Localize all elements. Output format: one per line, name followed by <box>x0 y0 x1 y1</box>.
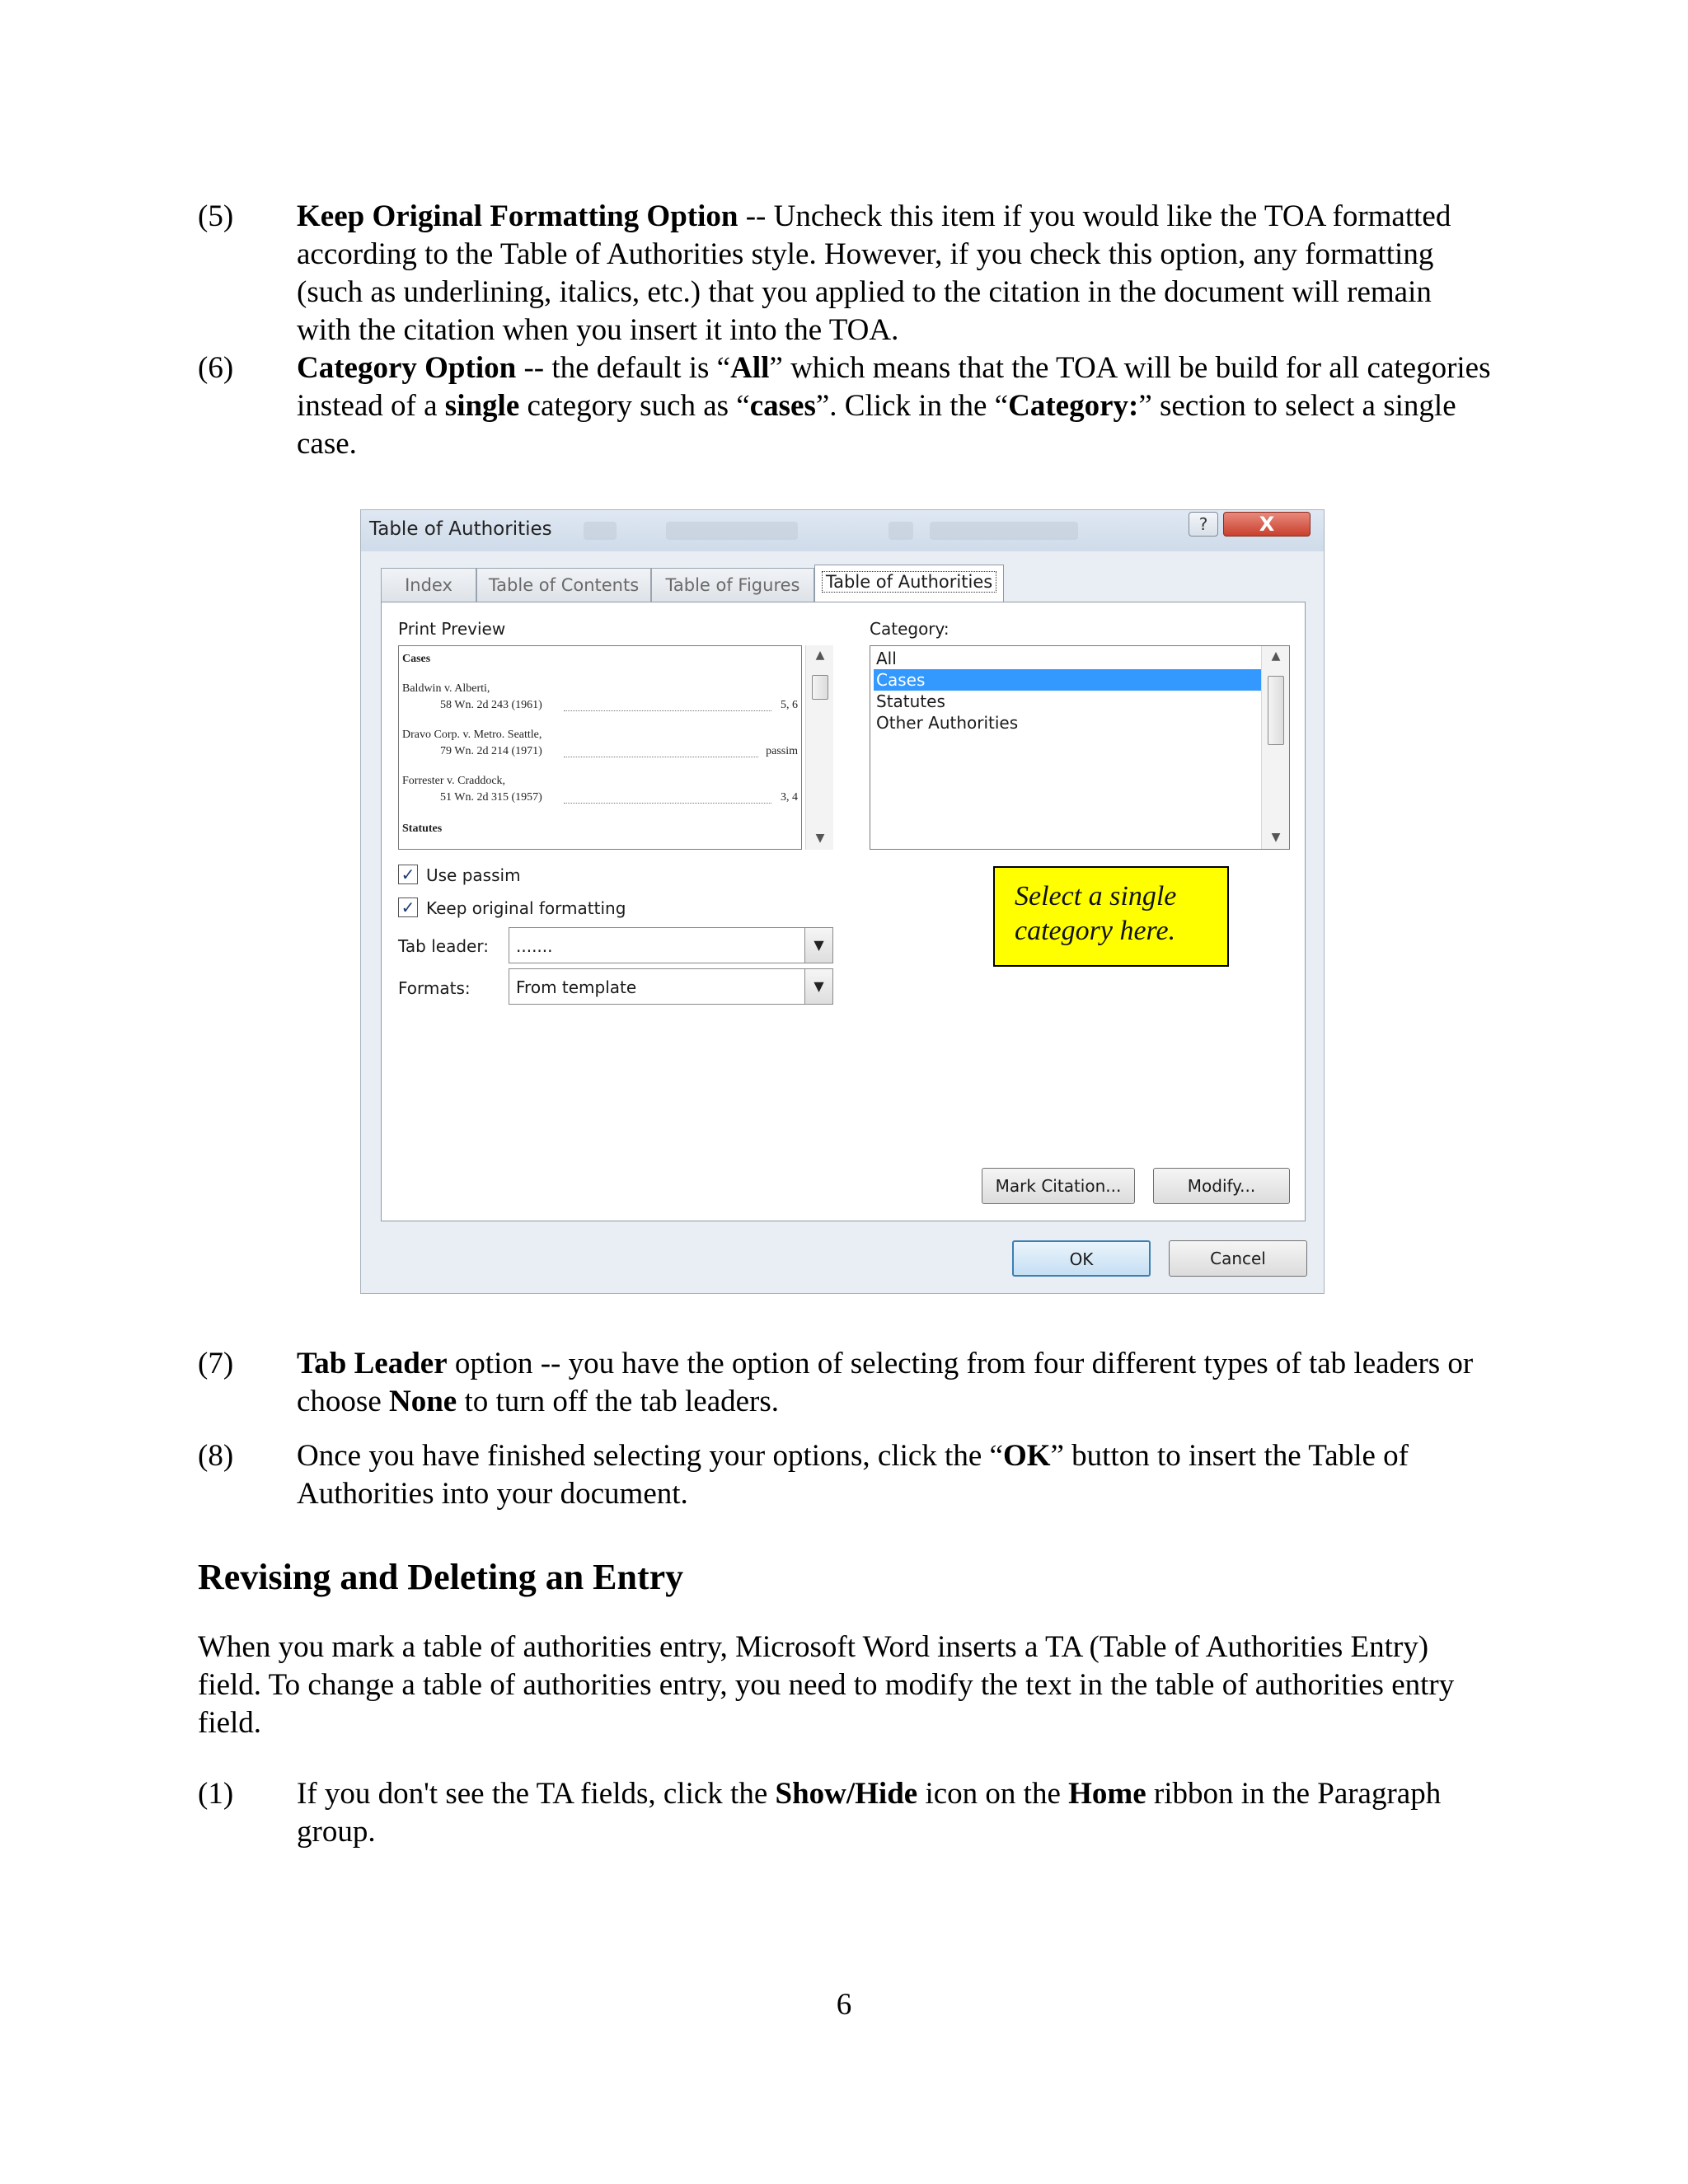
preview-tab-leader <box>564 803 771 804</box>
close-button[interactable] <box>1223 512 1311 537</box>
step-6-text: Category Option -- the default is “All” which means that the TOA will be build for all categories instead of a single category such as “cases”. Click in the “Category:” section to select a single case. <box>297 351 1491 461</box>
category-label: Category: <box>870 619 950 639</box>
tab-leader-label: Tab leader: <box>398 936 489 956</box>
section-intro: When you mark a table of authorities entry, Microsoft Word inserts a TA (Table of Authorities Entry) field. To change a table of authorities entry, you need to modify the text in the table of authorities entry field. <box>198 1630 1455 1740</box>
blurred-ribbon-item <box>666 522 798 540</box>
dialog-title: Table of Authorities <box>369 518 552 540</box>
formats-dropdown[interactable] <box>509 968 833 1005</box>
use-passim-checkbox[interactable] <box>398 865 418 884</box>
ok-button[interactable]: OK <box>1012 1240 1151 1277</box>
formats-label: Formats: <box>398 978 471 998</box>
category-item-statutes[interactable]: Statutes <box>876 691 945 711</box>
step-8-number: (8) <box>198 1439 234 1473</box>
preview-tab-leader <box>564 710 771 711</box>
scroll-thumb[interactable] <box>1268 676 1284 745</box>
help-icon: ? <box>1198 514 1208 534</box>
step-7-number: (7) <box>198 1347 234 1380</box>
blurred-ribbon-item <box>889 522 913 540</box>
dialog-titlebar <box>361 510 1325 551</box>
tab-leader-dropdown[interactable] <box>509 927 833 963</box>
print-preview-label: Print Preview <box>398 619 506 639</box>
modify-button[interactable]: Modify... <box>1153 1168 1290 1204</box>
chevron-down-icon[interactable]: ▼ <box>804 969 832 1004</box>
preview-scrollbar[interactable] <box>805 645 833 850</box>
step-7-text: Tab Leader option -- you have the option of selecting from four different types of tab leaders or choose None to turn off the tab leaders. <box>297 1347 1474 1418</box>
blurred-ribbon-item <box>930 522 1078 540</box>
keep-formatting-label[interactable]: Keep original formatting <box>426 898 626 918</box>
check-icon: ✓ <box>401 865 415 884</box>
category-scrollbar[interactable] <box>1261 646 1289 849</box>
preview-cases-heading: Cases <box>402 653 431 665</box>
use-passim-label[interactable]: Use passim <box>426 865 521 885</box>
step-5-text: Keep Original Formatting Option -- Uncheck this item if you would like the TOA formatted according to the Table of Authorities style. However, if you check this option, any formatting (such as underlining, italics, etc.) that you applied to the citation in the document will remain with the citation when you insert it into the TOA. <box>297 199 1451 347</box>
close-icon: X <box>1259 513 1275 536</box>
page-number: 6 <box>836 1988 852 2022</box>
tab-panel <box>381 602 1306 1221</box>
tab-table-of-authorities[interactable]: Table of Authorities <box>814 565 1004 602</box>
keep-formatting-checkbox[interactable] <box>398 898 418 917</box>
preview-statutes-heading: Statutes <box>402 823 443 835</box>
preview-entry-pages: 3, 4 <box>781 791 798 804</box>
scroll-thumb[interactable] <box>812 675 828 700</box>
preview-entry-cite: 58 Wn. 2d 243 (1961) <box>440 699 542 711</box>
print-preview-box <box>398 645 802 850</box>
check-icon: ✓ <box>401 898 415 917</box>
step-6-number: (6) <box>198 351 234 385</box>
tab-leader-value: ....... <box>516 936 553 956</box>
preview-entry-cite: 79 Wn. 2d 214 (1971) <box>440 745 542 757</box>
preview-entry-pages: 5, 6 <box>781 699 798 711</box>
chevron-down-icon[interactable]: ▼ <box>804 928 832 963</box>
step-1-text: If you don't see the TA fields, click the Show/Hide icon on the Home ribbon in the Paragraph group. <box>297 1777 1442 1849</box>
mark-citation-button[interactable]: Mark Citation... <box>982 1168 1135 1204</box>
category-item-other-authorities[interactable]: Other Authorities <box>876 713 1019 733</box>
help-button[interactable] <box>1189 512 1218 537</box>
category-item-all[interactable]: All <box>876 649 897 668</box>
preview-entry-name: Baldwin v. Alberti, <box>402 682 490 695</box>
category-item-cases[interactable]: Cases <box>874 669 1264 691</box>
preview-entry-cite: 51 Wn. 2d 315 (1957) <box>440 791 542 804</box>
preview-entry-name: Forrester v. Craddock, <box>402 775 506 787</box>
scroll-up-icon[interactable]: ▲ <box>1271 649 1281 663</box>
tab-table-of-figures[interactable]: Table of Figures <box>651 568 814 602</box>
callout-annotation: Select a single category here. <box>993 866 1229 967</box>
scroll-up-icon[interactable]: ▲ <box>815 649 825 662</box>
step-1-number: (1) <box>198 1777 234 1811</box>
formats-value: From template <box>516 977 637 997</box>
step-5-number: (5) <box>198 199 234 233</box>
tab-index[interactable]: Index <box>381 568 476 602</box>
scroll-down-icon[interactable]: ▼ <box>815 832 825 845</box>
preview-entry-name: Dravo Corp. v. Metro. Seattle, <box>402 729 542 741</box>
step-8-text: Once you have finished selecting your options, click the “OK” button to insert the Table of Authorities into your document. <box>297 1439 1409 1511</box>
blurred-ribbon-item <box>584 522 617 540</box>
category-list[interactable] <box>870 645 1290 850</box>
section-heading: Revising and Deleting an Entry <box>198 1557 684 1597</box>
preview-entry-pages: passim <box>766 745 798 757</box>
toa-dialog-screenshot <box>360 509 1325 1294</box>
step-5-lead: Keep Original Formatting Option <box>297 199 738 233</box>
cancel-button[interactable]: Cancel <box>1169 1240 1307 1277</box>
tab-table-of-contents[interactable]: Table of Contents <box>476 568 651 602</box>
scroll-down-icon[interactable]: ▼ <box>1271 831 1281 844</box>
